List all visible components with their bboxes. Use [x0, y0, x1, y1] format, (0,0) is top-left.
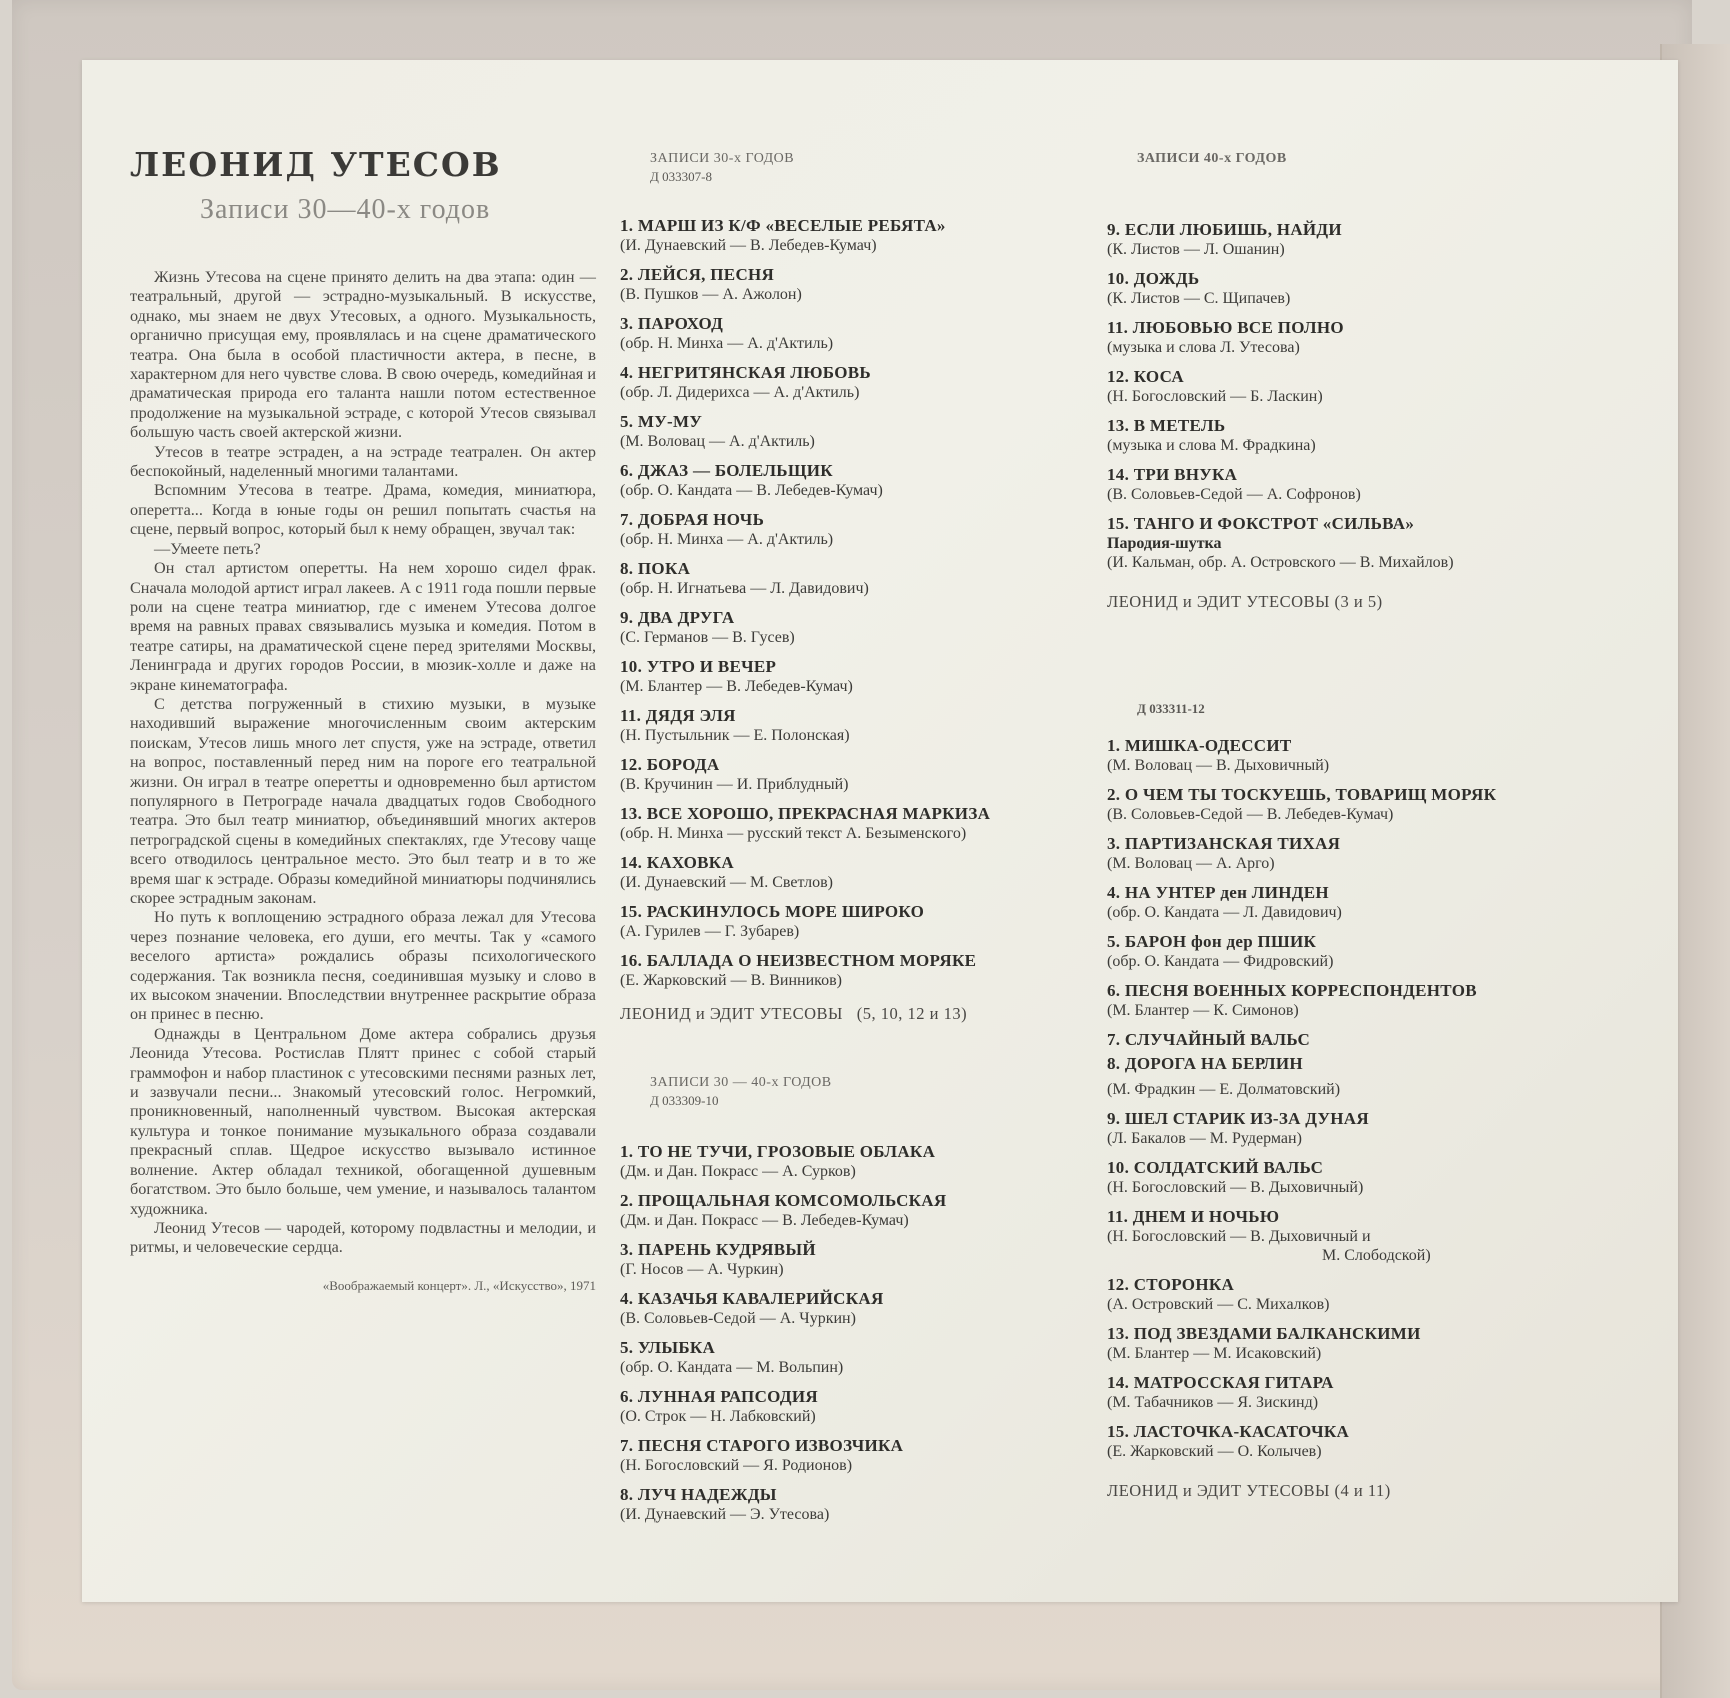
track-item [620, 461, 1090, 500]
track-title: 4. НЕГРИТЯНСКАЯ ЛЮБОВЬ [620, 363, 871, 382]
track-item [620, 853, 1090, 892]
track-item [620, 1387, 1090, 1426]
essay-paragraph: Он стал артистом оперетты. На нем хорошо сидел фрак. Сначала молодой артист играл лакеев. А с 1911 года пошли первые роли на сцене театра миниатюр, где с именем Утесова долгое время на равных правах связывались музыка и комедия. Потом в театре сатиры, на драматической сцене перед зрителями Москвы, Ленинграда и других городов России, в мюзик-холле и даже на экране кинематографа. [130, 559, 596, 694]
track-list [620, 1142, 1090, 1524]
track-credits: (М. Блантер — К. Симонов) [1107, 1002, 1299, 1019]
track-credits: (М. Блантер — М. Исаковский) [1107, 1345, 1322, 1362]
track-title: 14. МАТРОССКАЯ ГИТАРА [1107, 1373, 1334, 1392]
track-title: 11. ДЯДЯ ЭЛЯ [620, 706, 736, 725]
track-title: 5. МУ-МУ [620, 412, 703, 431]
record-d033309 [620, 1074, 1090, 1524]
track-title: 9. ДВА ДРУГА [620, 608, 735, 627]
track-credits: (М. Блантер — В. Лебедев-Кумач) [620, 678, 853, 695]
essay-column [130, 145, 596, 1294]
track-item [1107, 1207, 1587, 1265]
track-item [620, 1485, 1090, 1524]
track-title: 6. ПЕСНЯ ВОЕННЫХ КОРРЕСПОНДЕНТОВ [1107, 981, 1477, 1000]
track-item [620, 804, 1090, 843]
track-credits: (обр. О. Кандата — Фидровский) [1107, 953, 1334, 970]
track-title: 9. ШЕЛ СТАРИК ИЗ-ЗА ДУНАЯ [1107, 1109, 1369, 1128]
track-item [620, 706, 1090, 745]
track-title: 4. НА УНТЕР ден ЛИНДЕН [1107, 883, 1329, 902]
track-credits: (Дм. и Дан. Покрасс — А. Сурков) [620, 1163, 856, 1180]
track-item [1107, 932, 1587, 971]
track-title: 1. МИШКА-ОДЕССИТ [1107, 736, 1292, 755]
track-credits: (Е. Жарковский — О. Колычев) [1107, 1443, 1322, 1460]
track-item [1107, 220, 1587, 259]
track-item [1107, 514, 1587, 572]
track-credits: (И. Кальман, обр. А. Островского — В. Михайлов) [1107, 554, 1454, 571]
section-heading: ЗАПИСИ 30-х ГОДОВ [650, 151, 795, 166]
track-item [1107, 981, 1587, 1020]
section-heading: ЗАПИСИ 30 — 40-х ГОДОВ [650, 1075, 832, 1090]
essay-paragraph: —Умеете петь? [154, 539, 261, 558]
track-credits: (М. Фрадкин — Е. Долматовский) [1107, 1081, 1341, 1098]
album-subtitle: Записи 30—40-х годов [200, 194, 491, 225]
track-credits: (И. Дунаевский — М. Светлов) [620, 874, 833, 891]
track-title: 14. КАХОВКА [620, 853, 734, 872]
track-item [620, 951, 1090, 990]
track-item [1107, 1109, 1587, 1148]
essay-paragraph: Леонид Утесов — чародей, которому подвластны и мелодии, и ритмы, и человеческие сердца. [130, 1218, 596, 1257]
track-item [1107, 834, 1587, 873]
track-credits-continued: М. Слободской) [1322, 1247, 1431, 1264]
track-item [1107, 416, 1587, 455]
track-title: 3. ПАРТИЗАНСКАЯ ТИХАЯ [1107, 834, 1341, 853]
track-item [620, 1142, 1090, 1181]
track-title: 3. ПАРОХОД [620, 314, 724, 333]
track-title: 11. ЛЮБОВЬЮ ВСЕ ПОЛНО [1107, 318, 1344, 337]
track-title: 13. ПОД ЗВЕЗДАМИ БАЛКАНСКИМИ [1107, 1324, 1421, 1343]
track-credits: (Н. Богословский — Я. Родионов) [620, 1457, 853, 1474]
track-item [1107, 318, 1587, 357]
track-credits: (В. Кручинин — И. Приблудный) [620, 776, 849, 793]
track-title: 12. БОРОДА [620, 755, 720, 774]
track-title: 7. СЛУЧАЙНЫЙ ВАЛЬС [1107, 1030, 1311, 1049]
track-title: 5. УЛЫБКА [620, 1338, 716, 1357]
track-title: 13. ВСЕ ХОРОШО, ПРЕКРАСНАЯ МАРКИЗА [620, 804, 991, 823]
track-credits: (А. Гурилев — Г. Зубарев) [620, 923, 800, 940]
track-list [620, 216, 1090, 990]
track-item [620, 1436, 1090, 1475]
track-credits: (обр. Л. Дидерихса — А. д'Актиль) [620, 384, 860, 401]
essay-paragraph: Но путь к воплощению эстрадного образа лежал для Утесова через познание человека, его души, его мечты. Так у «самого веселого артиста» рождались образы психологического содержания. Так возникла песня, соединившая музыку и слово в их высоком значении. Впоследствии внутреннее раскрытие образа он принес в песню. [130, 908, 596, 1024]
track-title: 10. СОЛДАТСКИЙ ВАЛЬС [1107, 1158, 1324, 1177]
track-credits: (обр. О. Кандата — В. Лебедев-Кумач) [620, 482, 883, 499]
track-item [620, 559, 1090, 598]
track-credits: (М. Воловац — В. Дыховичный) [1107, 757, 1330, 774]
track-credits: (О. Строк — Н. Лабковский) [620, 1408, 816, 1425]
track-credits: (В. Соловьев-Седой — А. Чуркин) [620, 1310, 856, 1327]
track-title: 10. УТРО И ВЕЧЕР [620, 657, 777, 676]
track-title: 13. В МЕТЕЛЬ [1107, 416, 1226, 435]
record-d033309-side2 [1107, 150, 1587, 612]
track-credits: (Н. Богословский — В. Дыховичный и [1107, 1228, 1371, 1245]
essay-text [130, 268, 596, 1258]
essay-citation: «Воображаемый концерт». Л., «Искусство», 1971 [322, 1277, 596, 1293]
track-credits: (Н. Богословский — Б. Ласкин) [1107, 388, 1323, 405]
track-credits: (обр. О. Кандата — М. Вольпин) [620, 1359, 844, 1376]
performers-note: ЛЕОНИД и ЭДИТ УТЕСОВЫ (4 и 11) [1107, 1481, 1391, 1500]
track-title: 15. РАСКИНУЛОСЬ МОРЕ ШИРОКО [620, 902, 925, 921]
track-item [620, 902, 1090, 941]
track-title: 9. ЕСЛИ ЛЮБИШЬ, НАЙДИ [1107, 220, 1342, 239]
track-title: 1. ТО НЕ ТУЧИ, ГРОЗОВЫЕ ОБЛАКА [620, 1142, 936, 1161]
track-title: 8. ДОРОГА НА БЕРЛИН [1107, 1054, 1303, 1073]
track-credits: (Дм. и Дан. Покрасс — В. Лебедев-Кумач) [620, 1212, 909, 1229]
track-credits: (Н. Пустыльник — Е. Полонская) [620, 727, 850, 744]
track-title: 3. ПАРЕНЬ КУДРЯВЫЙ [620, 1240, 816, 1259]
track-title: 5. БАРОН фон дер ПШИК [1107, 932, 1317, 951]
track-credits: (В. Соловьев-Седой — В. Лебедев-Кумач) [1107, 806, 1394, 823]
track-item [1107, 1422, 1587, 1461]
performers-note: ЛЕОНИД и ЭДИТ УТЕСОВЫ (3 и 5) [1107, 592, 1383, 611]
track-credits: (В. Соловьев-Седой — А. Софронов) [1107, 486, 1361, 503]
record-d033307 [620, 150, 1090, 1024]
track-credits: (К. Листов — Л. Ошанин) [1107, 241, 1285, 258]
track-title: 4. КАЗАЧЬЯ КАВАЛЕРИЙСКАЯ [620, 1289, 884, 1308]
track-item [1107, 1054, 1587, 1099]
track-title: 2. О ЧЕМ ТЫ ТОСКУЕШЬ, ТОВАРИЩ МОРЯК [1107, 785, 1497, 804]
track-title: 11. ДНЕМ И НОЧЬЮ [1107, 1207, 1280, 1226]
track-credits: (музыка и слова Л. Утесова) [1107, 339, 1300, 356]
track-item [620, 1240, 1090, 1279]
essay-paragraph: Утесов в театре эстраден, а на эстраде театрален. Он актер беспокойный, наделенный многими талантами. [130, 442, 596, 481]
track-credits: (обр. Н. Минха — А. д'Актиль) [620, 531, 834, 548]
track-credits: (М. Воловац — А. Арго) [1107, 855, 1275, 872]
track-item [1107, 367, 1587, 406]
track-item [620, 1289, 1090, 1328]
track-credits: (обр. Н. Минха — русский текст А. Безыменского) [620, 825, 967, 842]
track-item [1107, 1275, 1587, 1314]
track-title: 2. ЛЕЙСЯ, ПЕСНЯ [620, 265, 775, 284]
track-credits: (И. Дунаевский — Э. Утесова) [620, 1506, 830, 1523]
track-credits: (М. Воловац — А. д'Актиль) [620, 433, 815, 450]
track-title: 15. ТАНГО И ФОКСТРОТ «СИЛЬВА» [1107, 514, 1415, 533]
track-item [1107, 1324, 1587, 1363]
track-title: 16. БАЛЛАДА О НЕИЗВЕСТНОМ МОРЯКЕ [620, 951, 977, 970]
track-credits: (И. Дунаевский — В. Лебедев-Кумач) [620, 237, 877, 254]
artist-title: ЛЕОНИД УТЕСОВ [130, 145, 502, 184]
track-item [1107, 736, 1587, 775]
essay-paragraph: Жизнь Утесова на сцене принято делить на два этапа: один — театральный, другой — эстрадно-музыкальный. В искусстве, однако, мы знаем не двух Утесовых, а одного. Музыкальность, органично присущая ему, проявлялась и на сцене драматического театра. Она была в особой пластичности актера, в песне, в характерном для него чувстве слова. В свою очередь, комедийная и драматическая природа его таланта нашли потом естественное продолжение на музыкальной эстраде, с которой Утесов связывал большую часть своей актерской жизни. [130, 268, 596, 442]
track-item [620, 1191, 1090, 1230]
track-title: 1. МАРШ ИЗ К/Ф «ВЕСЕЛЫЕ РЕБЯТА» [620, 216, 946, 235]
track-title: 10. ДОЖДЬ [1107, 269, 1200, 288]
track-title: 14. ТРИ ВНУКА [1107, 465, 1238, 484]
track-item [620, 510, 1090, 549]
track-credits: (обр. О. Кандата — Л. Давидович) [1107, 904, 1342, 921]
track-title: 8. ЛУЧ НАДЕЖДЫ [620, 1485, 777, 1504]
track-item [620, 657, 1090, 696]
track-item [620, 412, 1090, 451]
essay-paragraph: Однажды в Центральном Доме актера собрались друзья Леонида Утесова. Ростислав Плятт принес с собой старый граммофон и набор пластинок с утесовскими песнями разных лет, и зазвучали песни... Знакомый утесовский голос. Негромкий, проникновенный, наполненный чувством. Высокая актерская культура и тонкое понимание музыкального образа создавали прекрасный сплав. Щедрое искусство вызывало истинное волнение. Актер обладал техникой, обогащенной душевным богатством. Это было больше, чем умение, и называлось талантом художника. [130, 1024, 596, 1218]
track-subtitle: Пародия-шутка [1107, 535, 1222, 552]
catalog-number: Д 033309-10 [650, 1093, 719, 1108]
track-credits: (Л. Бакалов — М. Рудерман) [1107, 1130, 1302, 1147]
catalog-number: Д 033311-12 [1137, 701, 1205, 716]
track-title: 2. ПРОЩАЛЬНАЯ КОМСОМОЛЬСКАЯ [620, 1191, 947, 1210]
track-credits: (Н. Богословский — В. Дыховичный) [1107, 1179, 1364, 1196]
track-credits: (А. Островский — С. Михалков) [1107, 1296, 1330, 1313]
track-credits: (С. Германов — В. Гусев) [620, 629, 795, 646]
essay-paragraph: Вспомним Утесова в театре. Драма, комедия, миниатюра, оперетта... Когда в юные годы он решил попытать счастья на сцене, первый вопрос, который был к нему обращен, звучал так: [130, 481, 596, 539]
record-d033311 [1107, 700, 1587, 1501]
track-item [1107, 465, 1587, 504]
track-item [620, 314, 1090, 353]
essay-paragraph: С детства погруженный в стихию музыки, в музыке находивший выражение многочисленным своим актерским поискам, Утесов лишь много лет спустя, уже на эстраде, ответил на вопрос, поставленный перед ним на пороге его театральной жизни. Он играл в театре оперетты и одновременно был артистом популярного в Петрограде начала двадцатых годов Свободного театра. Это был театр миниатюр, объединявший многих актеров петроградской сцены в комедийных спектаклях, где Утесову чаще всего отводилось центральное место. Это был театр и в то же время шаг к эстраде. Образы комедийной миниатюры подчинялись скорее эстрадным законам. [130, 694, 596, 907]
track-title: 12. КОСА [1107, 367, 1184, 386]
track-title: 6. ДЖАЗ — БОЛЕЛЬЩИК [620, 461, 833, 480]
track-list [1107, 220, 1587, 572]
track-credits: (Г. Носов — А. Чуркин) [620, 1261, 784, 1278]
track-credits: (обр. Н. Игнатьева — Л. Давидович) [620, 580, 869, 597]
track-title: 12. СТОРОНКА [1107, 1275, 1235, 1294]
track-title: 7. ПЕСНЯ СТАРОГО ИЗВОЗЧИКА [620, 1436, 904, 1455]
section-heading: ЗАПИСИ 40-х ГОДОВ [1137, 151, 1287, 166]
track-credits: (В. Пушков — А. Ажолон) [620, 286, 802, 303]
track-title: 7. ДОБРАЯ НОЧЬ [620, 510, 765, 529]
track-credits: (К. Листов — С. Щипачев) [1107, 290, 1291, 307]
tracklist-right-column [1107, 150, 1587, 1501]
track-item [1107, 785, 1587, 824]
track-list [1107, 736, 1587, 1461]
track-item [620, 755, 1090, 794]
track-credits: (Е. Жарковский — В. Винников) [620, 972, 842, 989]
track-item [1107, 883, 1587, 922]
track-title: 8. ПОКА [620, 559, 691, 578]
track-title: 6. ЛУННАЯ РАПСОДИЯ [620, 1387, 818, 1406]
performers-note: ЛЕОНИД и ЭДИТ УТЕСОВЫ (5, 10, 12 и 13) [620, 1004, 968, 1023]
track-item [620, 363, 1090, 402]
track-item [1107, 1158, 1587, 1197]
track-item [1107, 1373, 1587, 1412]
track-item [1107, 1030, 1587, 1050]
track-credits: (обр. Н. Минха — А. д'Актиль) [620, 335, 834, 352]
track-item [620, 608, 1090, 647]
catalog-number: Д 033307-8 [650, 169, 712, 184]
track-title: 15. ЛАСТОЧКА-КАСАТОЧКА [1107, 1422, 1350, 1441]
track-item [620, 265, 1090, 304]
track-item [620, 1338, 1090, 1377]
track-credits: (М. Табачников — Я. Зискинд) [1107, 1394, 1319, 1411]
tracklist-middle-column [620, 150, 1090, 1534]
track-item [1107, 269, 1587, 308]
track-credits: (музыка и слова М. Фрадкина) [1107, 437, 1316, 454]
track-item [620, 216, 1090, 255]
